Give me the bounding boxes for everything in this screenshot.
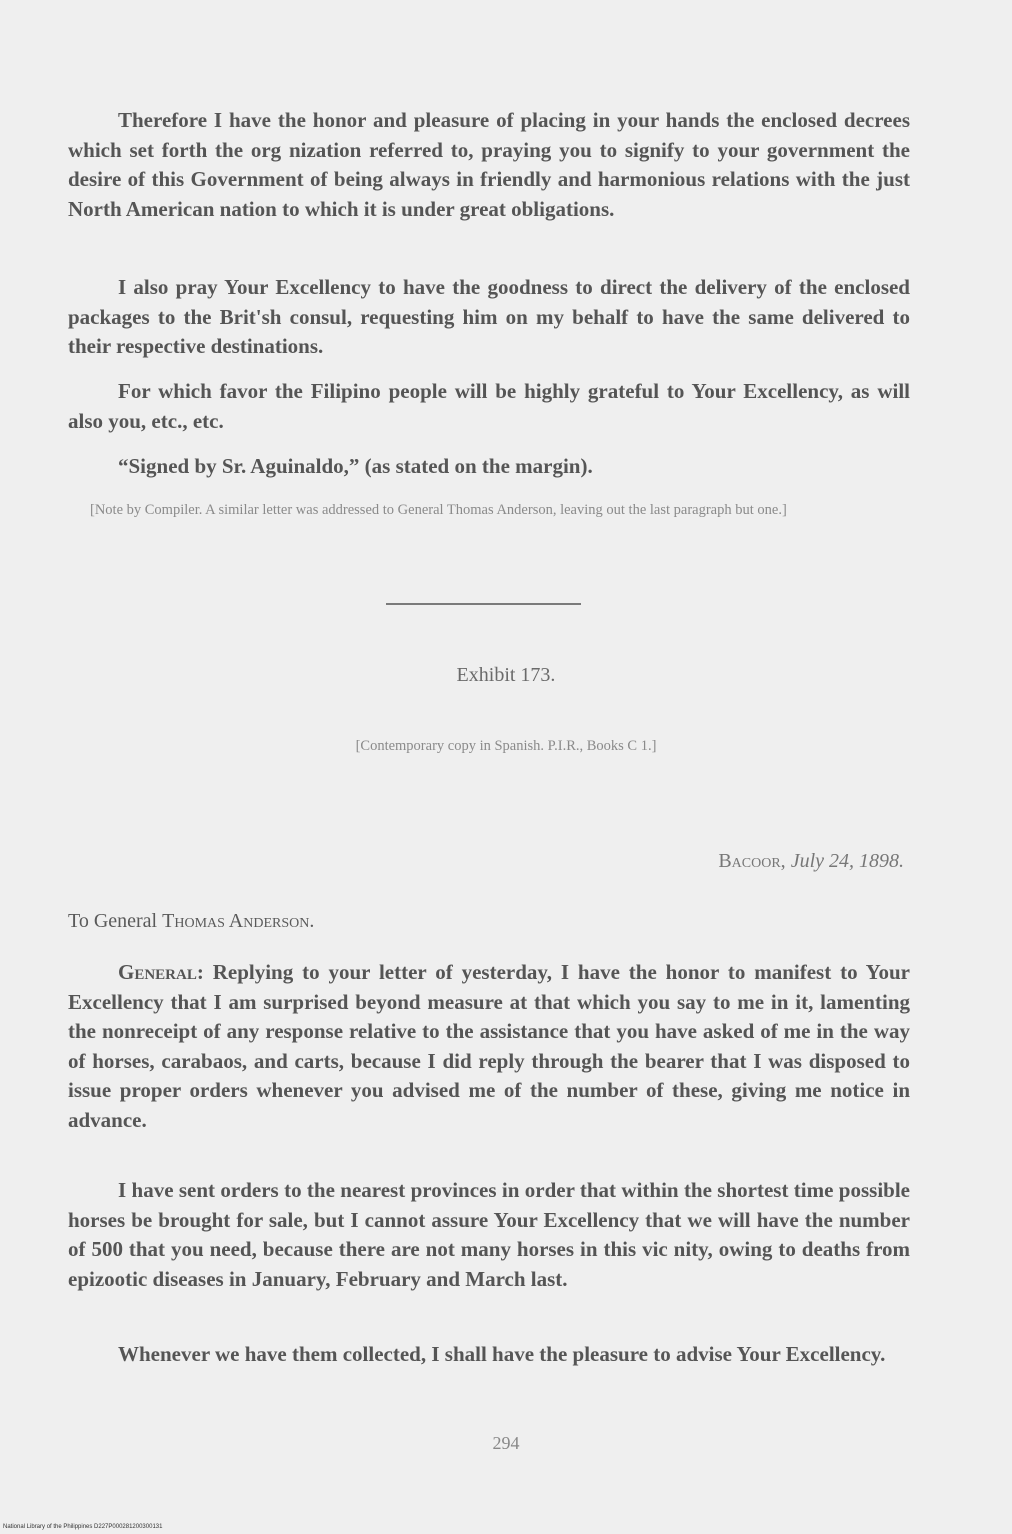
exhibit-source: [Contemporary copy in Spanish. P.I.R., Books C 1.] <box>355 738 657 754</box>
compiler-note: [Note by Compiler. A similar letter was addressed to General Thomas Anderson, leaving out the last paragraph but one.] <box>90 502 787 518</box>
paragraph-signed: “Signed by Sr. Aguinaldo,” (as stated on the margin). <box>118 454 593 478</box>
exhibit-title: Exhibit 173. <box>456 664 556 686</box>
letter-paragraph-reply <box>68 958 910 1135</box>
paragraph-decrees: Therefore I have the honor and pleasure of placing in your hands the enclosed decrees which set forth the org nization referred to, praying you to signify to your government the desire of this Government of being always in friendly and harmonious relations with the just North American nation to which it is under great obligations. <box>68 108 910 221</box>
letter-date: July 24, 1898. <box>790 850 904 872</box>
letter-paragraph-reply-text: Replying to your letter of yesterday, I have the honor to manifest to Your Excellency that I am surprised beyond measure at that which you say to me in it, lamenting the nonreceipt of any response relative to the assistance that you have asked of me in the way of horses, carabaos, and carts, because I did reply through the bearer that I was disposed to issue proper orders whenever you advised me of the number of these, giving me notice in advance. <box>68 960 910 1132</box>
salutation-name: Thomas Anderson. <box>162 910 315 932</box>
letter-paragraph-advise: Whenever we have them collected, I shall have the pleasure to advise Your Excellency. <box>118 1342 886 1366</box>
archive-footer: National Library of the Philippines D227P000281200300131 <box>3 1524 163 1530</box>
section-divider <box>386 603 581 605</box>
letter-place: Bacoor, <box>718 850 786 872</box>
letter-paragraph-horses: I have sent orders to the nearest provinces in order that within the shortest time possible horses be brought for sale, but I cannot assure Your Excellency that we will have the number of 500 that you need, because there are not many horses in this vic nity, owing to deaths from epizootic diseases in January, February and March last. <box>68 1178 910 1291</box>
paragraph-favor: For which favor the Filipino people will be highly grateful to Your Excellency, as will also you, etc., etc. <box>68 379 910 433</box>
letter-dateline <box>718 850 904 873</box>
salutation-prefix: To General <box>68 910 158 932</box>
general-label: General: <box>118 960 204 984</box>
paragraph-packages: I also pray Your Excellency to have the goodness to direct the delivery of the enclosed packages to the Brit'sh consul, requesting him on my behalf to have the same delivered to their respective destinations. <box>68 275 910 358</box>
letter-salutation <box>68 910 314 933</box>
page-number: 294 <box>492 1433 520 1453</box>
